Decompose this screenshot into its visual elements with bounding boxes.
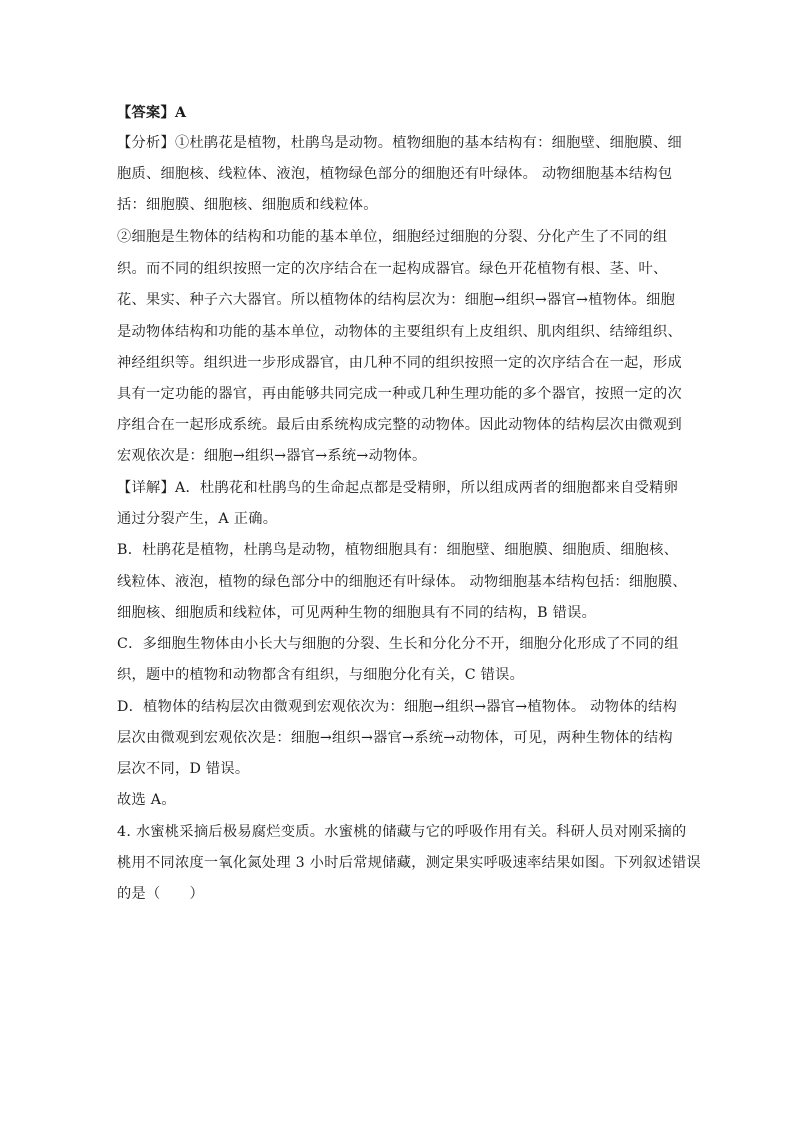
- option-d-line-3: 层次不同，D 错误。: [117, 761, 250, 777]
- question-4-line-2: 桃用不同浓度一氧化氮处理 3 小时后常规储藏，测定果实呼吸速率结果如图。下列叙述错误: [117, 855, 701, 871]
- detail-line-1: 【详解】A．杜鹃花和杜鹃鸟的生命起点都是受精卵，所以组成两者的细胞都来自受精卵: [117, 480, 679, 496]
- analysis-line-11: 宏观依次是：细胞→组织→器官→系统→动物体。: [117, 448, 427, 464]
- option-d-line-1: D．植物体的结构层次由微观到宏观依次为：细胞→组织→器官→植物体。 动物体的结构: [117, 699, 678, 715]
- option-b-line-3: 细胞核、细胞质和线粒体，可见两种生物的细胞具有不同的结构，B 错误。: [117, 605, 597, 621]
- analysis-line-5: 织。而不同的组织按照一定的次序结合在一起构成器官。绿色开花植物有根、茎、叶、: [117, 261, 668, 277]
- conclusion-line: 故选 A。: [117, 792, 176, 808]
- question-4-line-3: 的是（ ）: [117, 886, 204, 902]
- option-c-line-1: C．多细胞生物体由小长大与细胞的分裂、生长和分化分不开，细胞分化形成了不同的组: [117, 636, 679, 652]
- analysis-line-7: 是动物体结构和功能的基本单位，动物体的主要组织有上皮组织、肌肉组织、结缔组织、: [117, 324, 683, 340]
- analysis-line-8: 神经组织等。组织进一步形成器官，由几种不同的组织按照一定的次序结合在一起，形成: [117, 355, 683, 371]
- option-b-line-1: B．杜鹃花是植物，杜鹃鸟是动物，植物细胞具有：细胞壁、细胞膜、细胞质、细胞核、: [117, 542, 679, 558]
- analysis-line-4: ②细胞是生物体的结构和功能的基本单位，细胞经过细胞的分裂、分化产生了不同的组: [117, 229, 668, 245]
- option-c-line-2: 织，题中的植物和动物都含有组织，与细胞分化有关，C 错误。: [117, 667, 525, 683]
- analysis-line-1: 【分析】①杜鹃花是植物，杜鹃鸟是动物。植物细胞的基本结构有：细胞壁、细胞膜、细: [117, 135, 683, 151]
- analysis-line-3: 括：细胞膜、细胞核、细胞质和线粒体。: [117, 197, 378, 213]
- analysis-line-10: 序组合在一起形成系统。最后由系统构成完整的动物体。因此动物体的结构层次由微观到: [117, 417, 683, 433]
- analysis-line-9: 具有一定功能的器官，再由能够共同完成一种或几种生理功能的多个器官，按照一定的次: [117, 386, 683, 402]
- analysis-line-6: 花、果实、种子六大器官。所以植物体的结构层次为：细胞→组织→器官→植物体。细胞: [117, 292, 676, 308]
- answer-line: 【答案】A: [117, 105, 187, 121]
- option-b-line-2: 线粒体、液泡，植物的绿色部分中的细胞还有叶绿体。 动物细胞基本结构包括：细胞膜、: [117, 574, 687, 590]
- analysis-line-2: 胞质、细胞核、线粒体、液泡，植物绿色部分的细胞还有叶绿体。 动物细胞基本结构包: [117, 166, 673, 182]
- detail-line-2: 通过分裂产生，A 正确。: [117, 511, 278, 527]
- question-4-line-1: 4. 水蜜桃采摘后极易腐烂变质。水蜜桃的储藏与它的呼吸作用有关。科研人员对刚采摘的: [117, 824, 687, 840]
- option-d-line-2: 层次由微观到宏观依次是：细胞→组织→器官→系统→动物体，可见，两种生物体的结构: [117, 730, 673, 746]
